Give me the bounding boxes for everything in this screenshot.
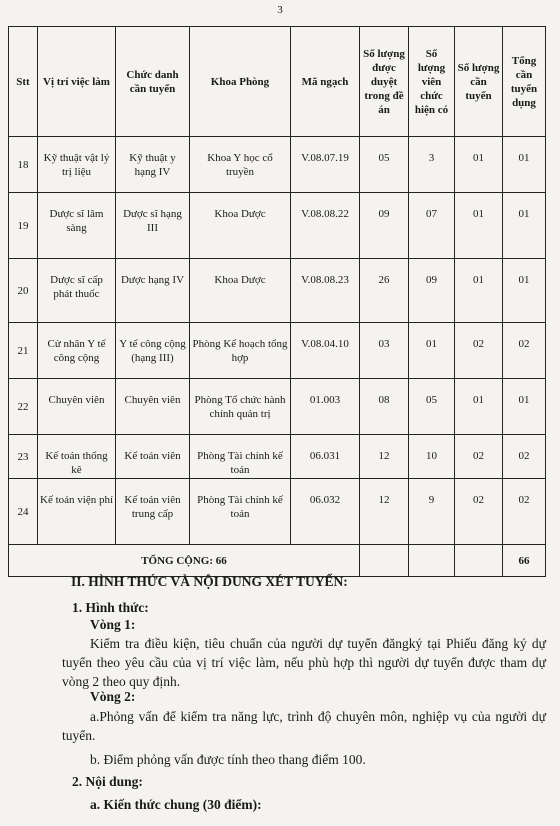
cell-current: 01 — [409, 323, 455, 379]
section-title: II. HÌNH THỨC VÀ NỘI DUNG XÉT TUYỂN: — [71, 574, 348, 589]
cell-total: 01 — [503, 193, 546, 259]
cell-stt: 21 — [9, 323, 38, 379]
cell-total: 01 — [503, 259, 546, 323]
cell-position: Kế toán viện phí — [38, 479, 116, 545]
cell-approved: 05 — [360, 137, 409, 193]
cell-title: Kế toán viên — [116, 435, 190, 479]
table-row — [9, 323, 546, 379]
total-value: 66 — [503, 545, 546, 577]
cell-total: 02 — [503, 479, 546, 545]
cell-department: Phòng Tài chính kế toán — [190, 479, 291, 545]
cell-department: Phòng Kế hoạch tổng hợp — [190, 323, 291, 379]
cell-department: Phòng Tổ chức hành chính quản trị — [190, 379, 291, 435]
table-header-row — [9, 27, 546, 137]
total-label: TỔNG CỘNG: 66 — [9, 545, 360, 577]
cell-current: 3 — [409, 137, 455, 193]
cell-current: 07 — [409, 193, 455, 259]
cell-stt: 24 — [9, 479, 38, 545]
cell-needed: 02 — [455, 479, 503, 545]
cell-needed: 02 — [455, 435, 503, 479]
paragraph-score: b. Điểm phỏng vấn được tính theo thang điểm 100. — [90, 752, 366, 767]
total-empty-cell — [409, 545, 455, 577]
table-row — [9, 137, 546, 193]
cell-position: Cử nhân Y tế công cộng — [38, 323, 116, 379]
cell-code: V.08.08.22 — [291, 193, 360, 259]
heading-form: 1. Hình thức: — [72, 600, 149, 615]
table-total-row — [9, 545, 546, 577]
cell-current: 9 — [409, 479, 455, 545]
cell-needed: 02 — [455, 323, 503, 379]
cell-needed: 01 — [455, 379, 503, 435]
cell-current: 10 — [409, 435, 455, 479]
cell-title: Kế toán viên trung cấp — [116, 479, 190, 545]
header-department: Khoa Phòng — [190, 27, 291, 137]
cell-title: Kỹ thuật y hạng IV — [116, 137, 190, 193]
cell-stt: 19 — [9, 193, 38, 259]
cell-code: V.08.08.23 — [291, 259, 360, 323]
table-row — [9, 479, 546, 545]
cell-approved: 26 — [360, 259, 409, 323]
cell-stt: 18 — [9, 137, 38, 193]
header-position: Vị trí việc làm — [38, 27, 116, 137]
cell-current: 09 — [409, 259, 455, 323]
cell-department: Khoa Dược — [190, 193, 291, 259]
cell-code: 06.031 — [291, 435, 360, 479]
cell-approved: 03 — [360, 323, 409, 379]
cell-needed: 01 — [455, 137, 503, 193]
heading-round-1: Vòng 1: — [90, 617, 136, 632]
cell-total: 02 — [503, 435, 546, 479]
cell-title: Dược sĩ hạng III — [116, 193, 190, 259]
cell-stt: 22 — [9, 379, 38, 435]
cell-title: Dược hạng IV — [116, 259, 190, 323]
cell-current: 05 — [409, 379, 455, 435]
cell-approved: 09 — [360, 193, 409, 259]
total-empty-cell — [360, 545, 409, 577]
table-row — [9, 259, 546, 323]
total-empty-cell — [455, 545, 503, 577]
cell-title: Y tế công cộng (hạng III) — [116, 323, 190, 379]
table-row — [9, 193, 546, 259]
cell-approved: 12 — [360, 435, 409, 479]
paragraph-interview: a.Phỏng vấn để kiểm tra năng lực, trình độ chuyên môn, nghiệp vụ của người dự tuyển. — [62, 709, 546, 743]
cell-position: Dược sĩ cấp phát thuốc — [38, 259, 116, 323]
cell-position: Kế toán thống kê — [38, 435, 116, 479]
cell-position: Dược sĩ lâm sàng — [38, 193, 116, 259]
page-number: 3 — [277, 4, 283, 16]
header-needed: Số lượng cần tuyển — [455, 27, 503, 137]
cell-stt: 23 — [9, 435, 38, 479]
header-stt: Stt — [9, 27, 38, 137]
heading-round-2: Vòng 2: — [90, 689, 136, 704]
cell-stt: 20 — [9, 259, 38, 323]
cell-department: Khoa Dược — [190, 259, 291, 323]
cell-code: V.08.07.19 — [291, 137, 360, 193]
heading-general-knowledge: a. Kiến thức chung (30 điểm): — [90, 797, 262, 812]
cell-position: Chuyên viên — [38, 379, 116, 435]
cell-needed: 01 — [455, 259, 503, 323]
cell-code: 01.003 — [291, 379, 360, 435]
paragraph-round-1: Kiểm tra điều kiện, tiêu chuẩn của người dự tuyển đăngký tại Phiếu đăng ký dự tuyển theo yêu cầu của vị trí việc làm, nếu phù hợp thì người dự tuyển được tham dự vòng 2 theo quy định. — [62, 636, 546, 689]
cell-code: 06.032 — [291, 479, 360, 545]
cell-approved: 08 — [360, 379, 409, 435]
header-code: Mã ngạch — [291, 27, 360, 137]
cell-code: V.08.04.10 — [291, 323, 360, 379]
cell-approved: 12 — [360, 479, 409, 545]
heading-content: 2. Nội dung: — [72, 774, 143, 789]
cell-total: 01 — [503, 379, 546, 435]
cell-department: Khoa Y học cổ truyền — [190, 137, 291, 193]
cell-title: Chuyên viên — [116, 379, 190, 435]
table-row — [9, 379, 546, 435]
header-current: Số lượng viên chức hiện có — [409, 27, 455, 137]
recruitment-table — [8, 26, 546, 577]
cell-position: Kỹ thuật vật lý trị liệu — [38, 137, 116, 193]
header-approved: Số lượng được duyệt trong đề án — [360, 27, 409, 137]
cell-needed: 01 — [455, 193, 503, 259]
cell-department: Phòng Tài chính kế toán — [190, 435, 291, 479]
header-title: Chức danh cần tuyển — [116, 27, 190, 137]
cell-total: 02 — [503, 323, 546, 379]
header-total: Tổng cần tuyển dụng — [503, 27, 546, 137]
cell-total: 01 — [503, 137, 546, 193]
table-row — [9, 435, 546, 479]
